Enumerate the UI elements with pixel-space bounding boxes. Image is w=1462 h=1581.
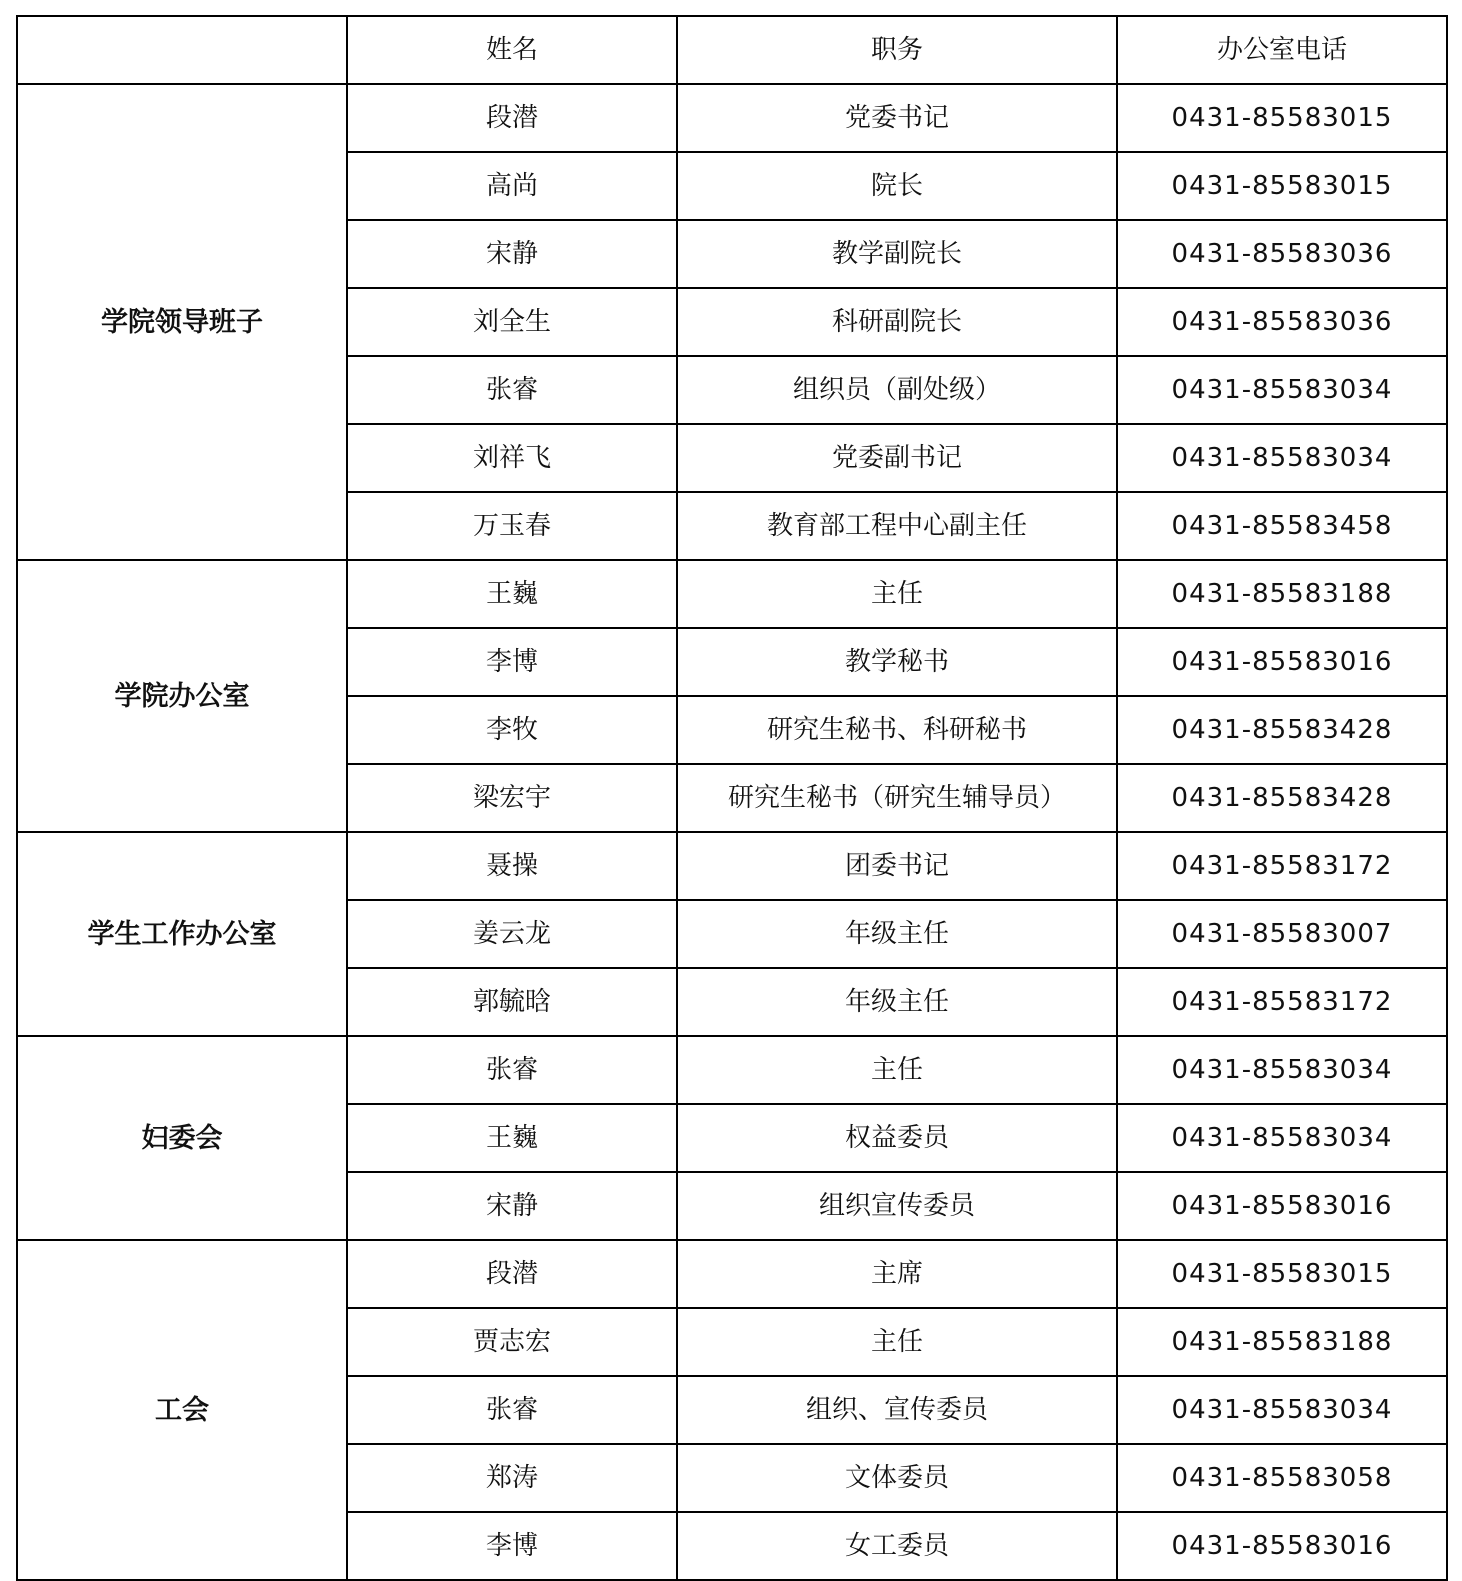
- person-name-cell: 王巍: [347, 560, 677, 628]
- phone-number-cell: 0431-85583016: [1117, 628, 1447, 696]
- table-row: [17, 84, 1447, 152]
- phone-number-cell: 0431-85583428: [1117, 764, 1447, 832]
- phone-number-cell: 0431-85583034: [1117, 424, 1447, 492]
- person-name-cell: 聂操: [347, 832, 677, 900]
- position-cell: 主席: [677, 1240, 1117, 1308]
- person-name-cell: 贾志宏: [347, 1308, 677, 1376]
- group-label: 工会: [17, 1240, 347, 1580]
- position-cell: 教育部工程中心副主任: [677, 492, 1117, 560]
- group-label: 学生工作办公室: [17, 832, 347, 1036]
- person-name-cell: 郭毓晗: [347, 968, 677, 1036]
- position-cell: 组织员（副处级）: [677, 356, 1117, 424]
- position-cell: 权益委员: [677, 1104, 1117, 1172]
- person-name-cell: 高尚: [347, 152, 677, 220]
- table-row: [17, 1036, 1447, 1104]
- phone-number-cell: 0431-85583034: [1117, 1376, 1447, 1444]
- position-cell: 年级主任: [677, 900, 1117, 968]
- phone-number-cell: 0431-85583036: [1117, 220, 1447, 288]
- position-cell: 主任: [677, 1036, 1117, 1104]
- person-name-cell: 郑涛: [347, 1444, 677, 1512]
- phone-number-cell: 0431-85583015: [1117, 84, 1447, 152]
- phone-number-cell: 0431-85583034: [1117, 1104, 1447, 1172]
- position-cell: 主任: [677, 1308, 1117, 1376]
- table-body: [17, 84, 1447, 1580]
- position-cell: 党委副书记: [677, 424, 1117, 492]
- position-cell: 年级主任: [677, 968, 1117, 1036]
- phone-number-cell: 0431-85583016: [1117, 1172, 1447, 1240]
- phone-number-cell: 0431-85583188: [1117, 560, 1447, 628]
- position-cell: 团委书记: [677, 832, 1117, 900]
- group-label: 学院领导班子: [17, 84, 347, 560]
- person-name-cell: 张睿: [347, 1376, 677, 1444]
- person-name-cell: 刘祥飞: [347, 424, 677, 492]
- person-name-cell: 李牧: [347, 696, 677, 764]
- person-name-cell: 姜云龙: [347, 900, 677, 968]
- phone-number-cell: 0431-85583458: [1117, 492, 1447, 560]
- position-cell: 女工委员: [677, 1512, 1117, 1580]
- table-row: [17, 1240, 1447, 1308]
- person-name-cell: 张睿: [347, 1036, 677, 1104]
- person-name-cell: 梁宏宇: [347, 764, 677, 832]
- table-header: [17, 16, 1447, 84]
- position-cell: 教学秘书: [677, 628, 1117, 696]
- header-name: 姓名: [347, 16, 677, 84]
- contact-directory-table: [16, 15, 1448, 1581]
- person-name-cell: 李博: [347, 1512, 677, 1580]
- phone-number-cell: 0431-85583172: [1117, 968, 1447, 1036]
- phone-number-cell: 0431-85583015: [1117, 1240, 1447, 1308]
- phone-number-cell: 0431-85583188: [1117, 1308, 1447, 1376]
- phone-number-cell: 0431-85583007: [1117, 900, 1447, 968]
- position-cell: 科研副院长: [677, 288, 1117, 356]
- table-row: [17, 832, 1447, 900]
- table-row: [17, 560, 1447, 628]
- position-cell: 院长: [677, 152, 1117, 220]
- position-cell: 主任: [677, 560, 1117, 628]
- person-name-cell: 段潜: [347, 1240, 677, 1308]
- phone-number-cell: 0431-85583036: [1117, 288, 1447, 356]
- person-name-cell: 刘全生: [347, 288, 677, 356]
- group-label: 学院办公室: [17, 560, 347, 832]
- phone-number-cell: 0431-85583016: [1117, 1512, 1447, 1580]
- person-name-cell: 李博: [347, 628, 677, 696]
- header-group-spacer: [17, 16, 347, 84]
- phone-number-cell: 0431-85583058: [1117, 1444, 1447, 1512]
- position-cell: 研究生秘书（研究生辅导员）: [677, 764, 1117, 832]
- header-position: 职务: [677, 16, 1117, 84]
- person-name-cell: 宋静: [347, 220, 677, 288]
- position-cell: 组织、宣传委员: [677, 1376, 1117, 1444]
- person-name-cell: 万玉春: [347, 492, 677, 560]
- position-cell: 文体委员: [677, 1444, 1117, 1512]
- group-label: 妇委会: [17, 1036, 347, 1240]
- position-cell: 党委书记: [677, 84, 1117, 152]
- person-name-cell: 王巍: [347, 1104, 677, 1172]
- phone-number-cell: 0431-85583034: [1117, 356, 1447, 424]
- position-cell: 研究生秘书、科研秘书: [677, 696, 1117, 764]
- phone-number-cell: 0431-85583428: [1117, 696, 1447, 764]
- person-name-cell: 段潜: [347, 84, 677, 152]
- person-name-cell: 宋静: [347, 1172, 677, 1240]
- header-phone: 办公室电话: [1117, 16, 1447, 84]
- phone-number-cell: 0431-85583172: [1117, 832, 1447, 900]
- person-name-cell: 张睿: [347, 356, 677, 424]
- position-cell: 组织宣传委员: [677, 1172, 1117, 1240]
- header-row: [17, 16, 1447, 84]
- phone-number-cell: 0431-85583015: [1117, 152, 1447, 220]
- position-cell: 教学副院长: [677, 220, 1117, 288]
- phone-number-cell: 0431-85583034: [1117, 1036, 1447, 1104]
